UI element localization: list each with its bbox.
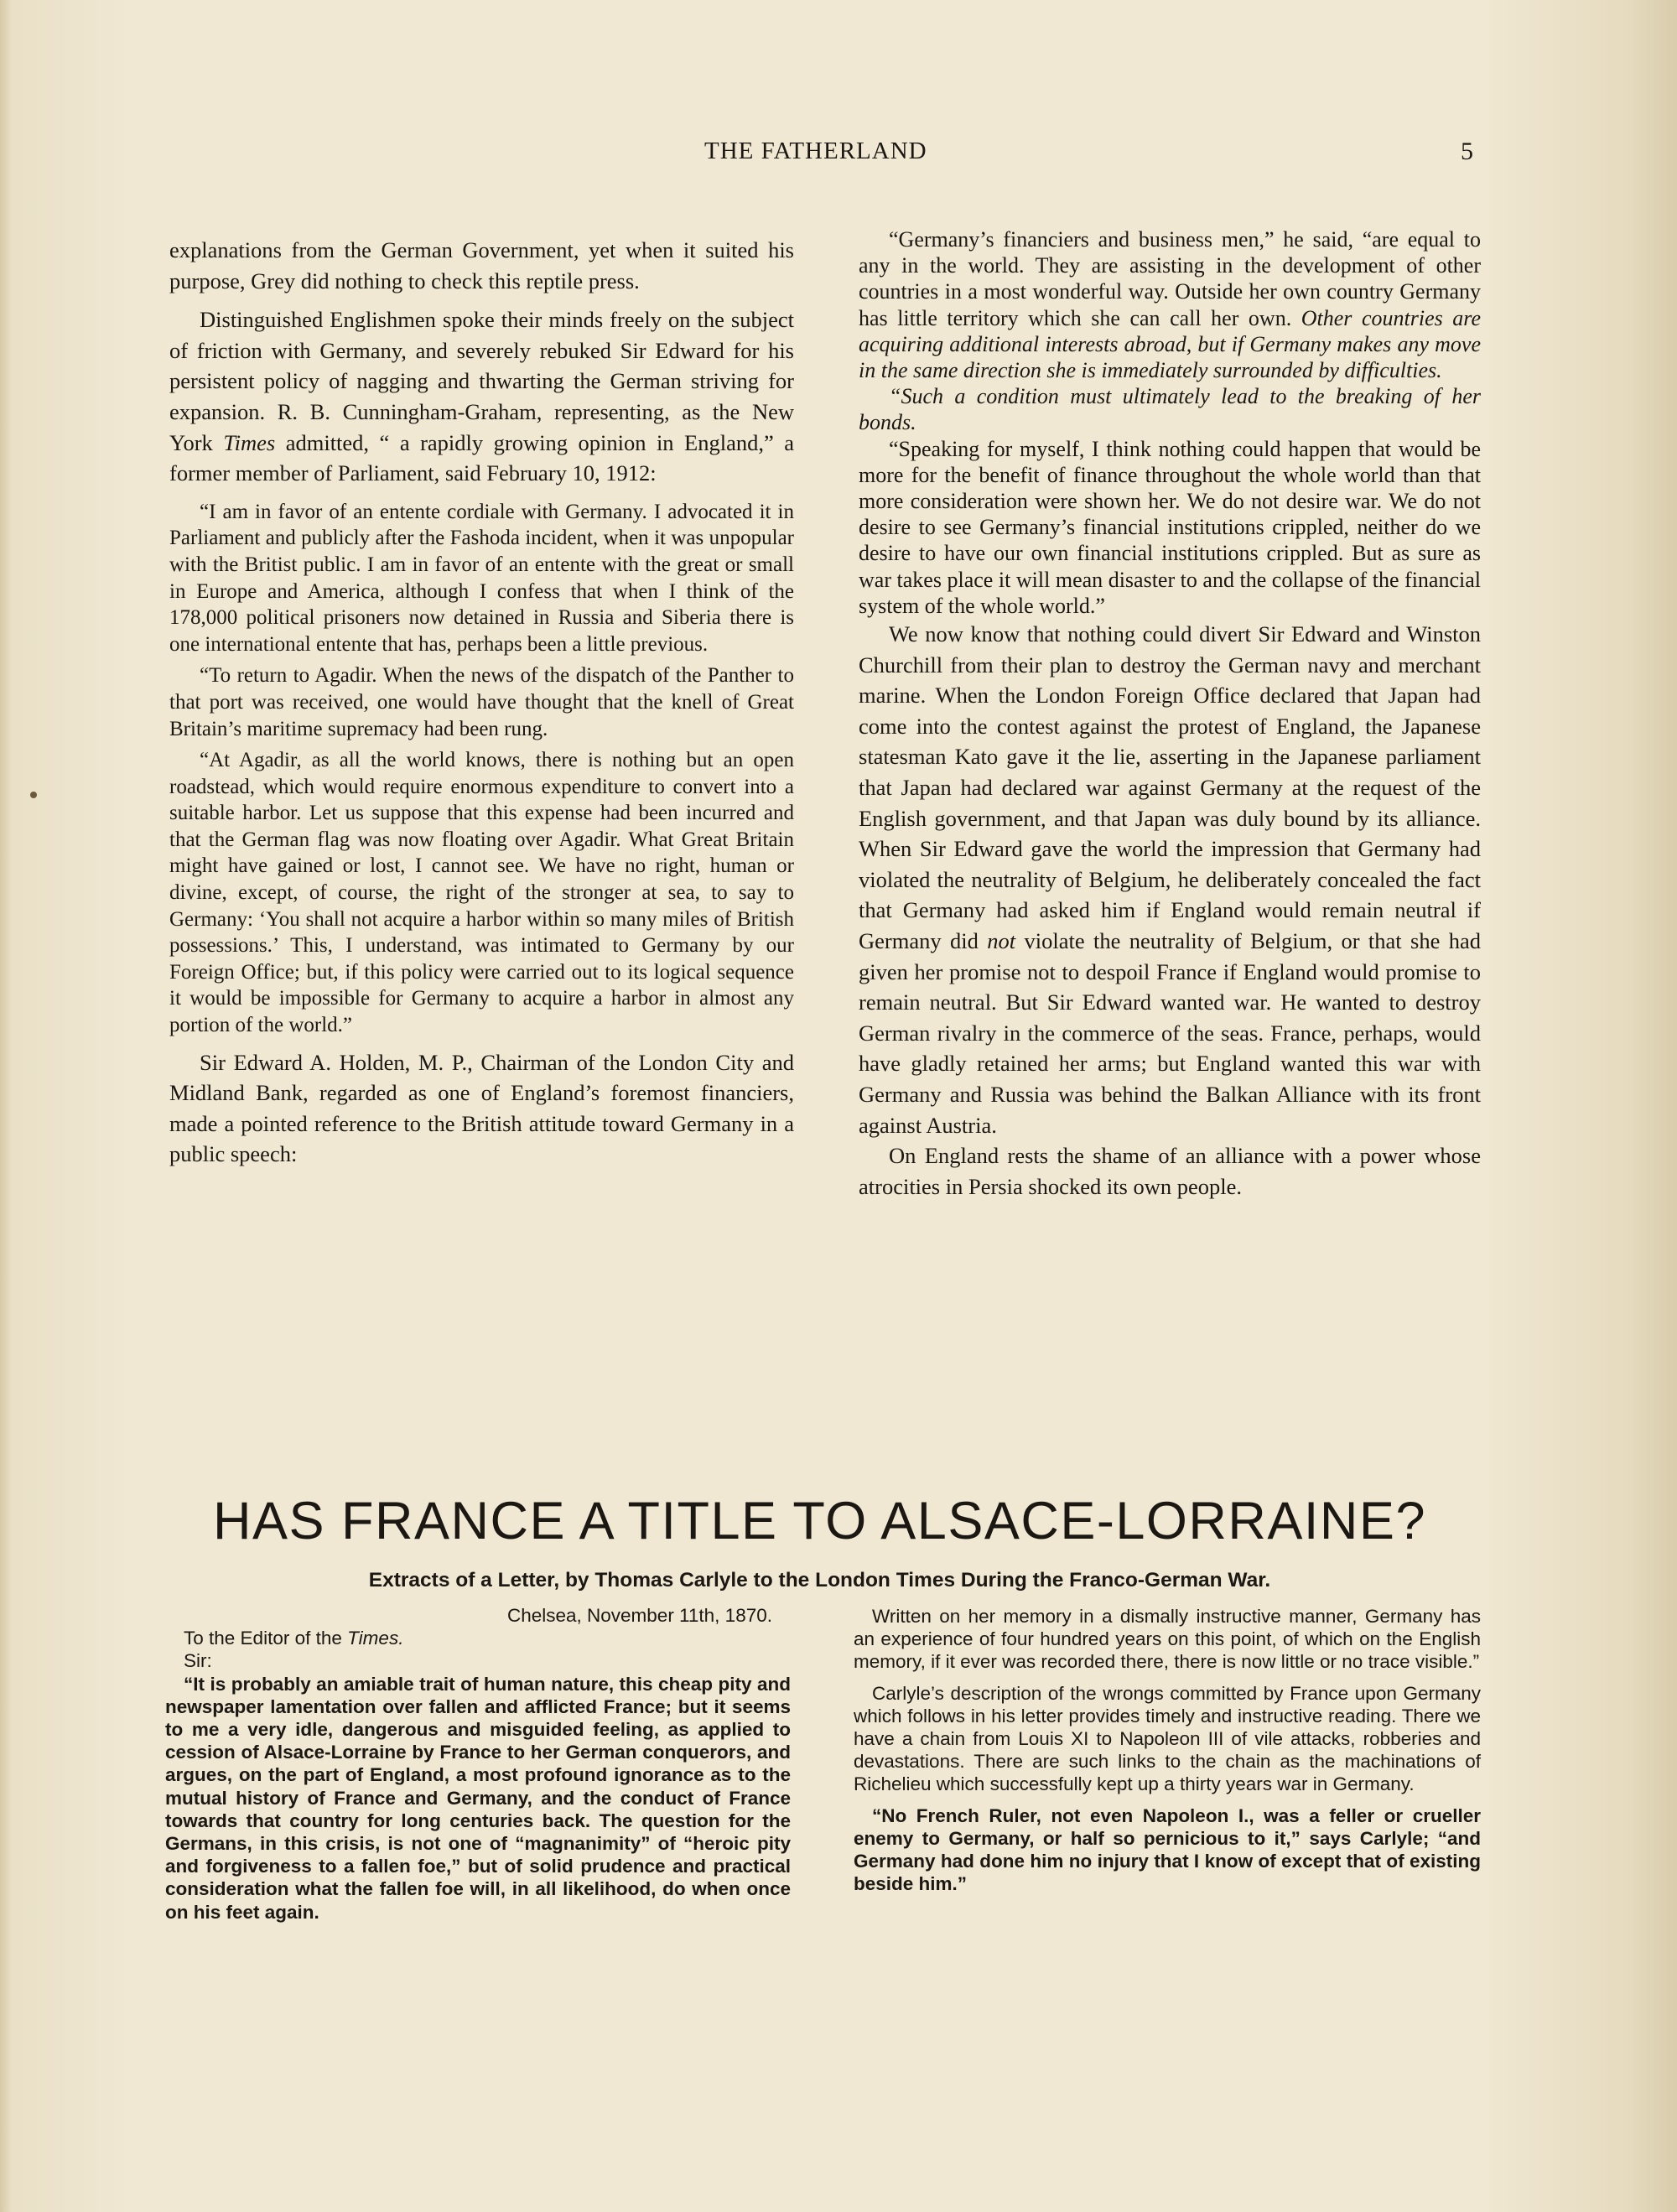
dateline: Chelsea, November 11th, 1870. — [506, 1605, 772, 1626]
letter-left-column — [165, 1604, 791, 1924]
letter-paragraph: “It is probably an amiable trait of human nature, this cheap pity and newspaper lamentation over fallen and afflicted France; but it seems to me a very idle, dangerous and misguided feeling, as applied to cession of Alsace-Lorraine by France to her German conquerors, and argues, on the part of England, a most profound ignorance as to the mutual history of France and Germany, and the conduct of France towards that country for long centuries back. The question for the Germans, in this crisis, is not one of “magnanimity” of “heroic pity and forgiveness to a fallen foe,” but of solid prudence and practical consideration what the fallen foe will, in all likelihood, do when once on his feet again. — [165, 1673, 791, 1923]
paragraph: Sir Edward A. Holden, M. P., Chairman of the London City and Midland Bank, regarded as one of England’s foremost financiers, made a pointed reference to the British attitude toward Germany in a public speech: — [169, 1049, 794, 1167]
page-edge-shadow — [0, 0, 12, 2212]
paragraph — [169, 304, 794, 489]
headline: HAS FRANCE A TITLE TO ALSACE-LORRAINE? — [213, 1492, 1426, 1550]
text-run: violate the neutrality of Belgium, or that she had given her promise not to despoil France if England would promise to remain neutral. But Sir Edward wanted war. He wanted to destroy German rivalry in the commerce of the seas. France, perhaps, would have gladly retained her arms; but England wanted this war with Germany and Russia was behind the Balkan Alliance with its front against Austria. — [859, 927, 1482, 1138]
text-run: “Germany’s financiers and business men,” he said, “are equal to any in the world. They are assisting in the development of other countries in a most wonderful way. Outside her own country Germany has little territory which she can call her own. — [859, 227, 1481, 330]
text-run: admitted, “ a rapidly growing opinion in England,” a former member of Parliament, said February 10, 1912: — [169, 429, 795, 486]
salutation — [165, 1627, 791, 1649]
paragraph: explanations from the German Government, yet when it suited his purpose, Grey did nothing to check this reptile press. — [169, 237, 794, 293]
letter-paragraph: Written on her memory in a dismally instructive manner, Germany has an experience of four hundred years on this point, of which on the English memory, if it ever was recorded there, there is now little or no trace visible.” — [854, 1606, 1481, 1673]
page-number: 5 — [1461, 138, 1473, 165]
letter-right-column — [854, 1605, 1481, 1895]
quote-paragraph: “To return to Agadir. When the news of the dispatch of the Panther to that port was received, one would have thought that the knell of Great Britain’s maritime supremacy had been rung. — [169, 664, 794, 740]
italic-run: “Such a condition must ultimately lead to the breaking of her bonds. — [859, 384, 1481, 435]
paragraph: Carlyle’s description of the wrongs committed by France upon Germany which follows in his letter provides timely and instructive reading. There we have a chain from Louis XI to Napoleon III of vile attacks, robberies and devastations. There are such links to the chain as the machinations of Richelieu which successfully kept up a thirty years war in Germany. — [854, 1682, 1481, 1795]
paragraph: “No French Ruler, not even Napoleon I., was a feller or crueller enemy to Germany, or half so pernicious to it,” says Carlyle; “and Germany had done him no injury that I know of except that of existing beside him.” — [854, 1804, 1481, 1895]
journal-title: THE FATHERLAND — [704, 138, 927, 164]
paragraph: On England rests the shame of an alliance with a power whose atrocities in Persia shocked its own people. — [859, 1143, 1481, 1199]
speech-paragraph — [859, 383, 1481, 435]
text-run: Distinguished Englishmen spoke their minds freely on the subject of friction with Germany, and severely rebuked Sir Edward for his persistent policy of nagging and thwarting the German striving for expansion. R. B. Cunningham-Graham, representing, as the New York — [169, 307, 794, 455]
speech-paragraph — [859, 226, 1481, 383]
italic-run: Other countries are acquiring additional interests abroad, but if Germany makes any move in the same direction she is immediately surrounded by difficulties. — [859, 305, 1481, 383]
running-head — [0, 138, 1677, 171]
text-run: To the Editor of the — [184, 1628, 342, 1649]
quote-paragraph: “I am in favor of an entente cordiale with Germany. I advocated it in Parliament and publicly after the Fashoda incident, when it was unpopular with the Britist public. I am in favor of an entente with the great or small in Europe and America, although I confess that when I think of the 178,000 political prisoners now detained in Russia and Siberia there is one international entente that has, perhaps been a little previous. — [169, 500, 794, 656]
salutation-sir: Sir: — [184, 1650, 212, 1672]
paragraph — [859, 619, 1481, 1140]
right-column — [859, 226, 1481, 1202]
speech-paragraph: “Speaking for myself, I think nothing could happen that would be more for the benefit of finance throughout the whole world than that more consideration were shown her. We do not desire war. We do not desire to see Germany’s financial institutions crippled, neither do we desire to have our own financial institutions crippled. But as sure as war takes place it will mean disaster to and the collapse of the financial system of the whole world.” — [859, 436, 1481, 618]
subheadline: Extracts of a Letter, by Thomas Carlyle to the London Times During the Franco-German War. — [368, 1569, 1271, 1591]
italic-run: Times. — [347, 1628, 404, 1649]
quote-paragraph: “At Agadir, as all the world knows, there is nothing but an open roadstead, which would require enormous expenditure to convert into a suitable harbor. Let us suppose that this expense had been incurred and that the German flag was now floating over Agadir. What Great Britain might have gained or lost, I cannot see. We have no right, human or divine, except, of course, the right of the stronger at sea, to say to Germany: ‘You shall not acquire a harbor within so many miles of British possessions.’ This, I understand, was intimated to Germany by our Foreign Office; but, if this policy were carried out to its logical sequence it would be impossible for Germany to acquire a harbor in almost any portion of the world.” — [169, 749, 794, 1037]
left-column — [169, 235, 794, 1170]
italic-run: not — [987, 927, 1016, 953]
text-run: We now know that nothing could divert Sir Edward and Winston Churchill from their plan to destroy the German navy and merchant marine. When the London Foreign Office declared that Japan had come into the contest against the protest of England, the Japanese statesman Kato gave it the lie, asserting in the Japanese parliament that Japan had declared war against Germany at the request of the English government, and that Japan was duly bound by its alliance. When Sir Edward gave the world the impression that Germany had violated the neutrality of Belgium, he deliberately concealed the fact that Germany had asked him if England would remain neutral if Germany did — [859, 621, 1481, 953]
margin-mark — [30, 792, 37, 798]
italic-run: Times — [223, 429, 276, 455]
